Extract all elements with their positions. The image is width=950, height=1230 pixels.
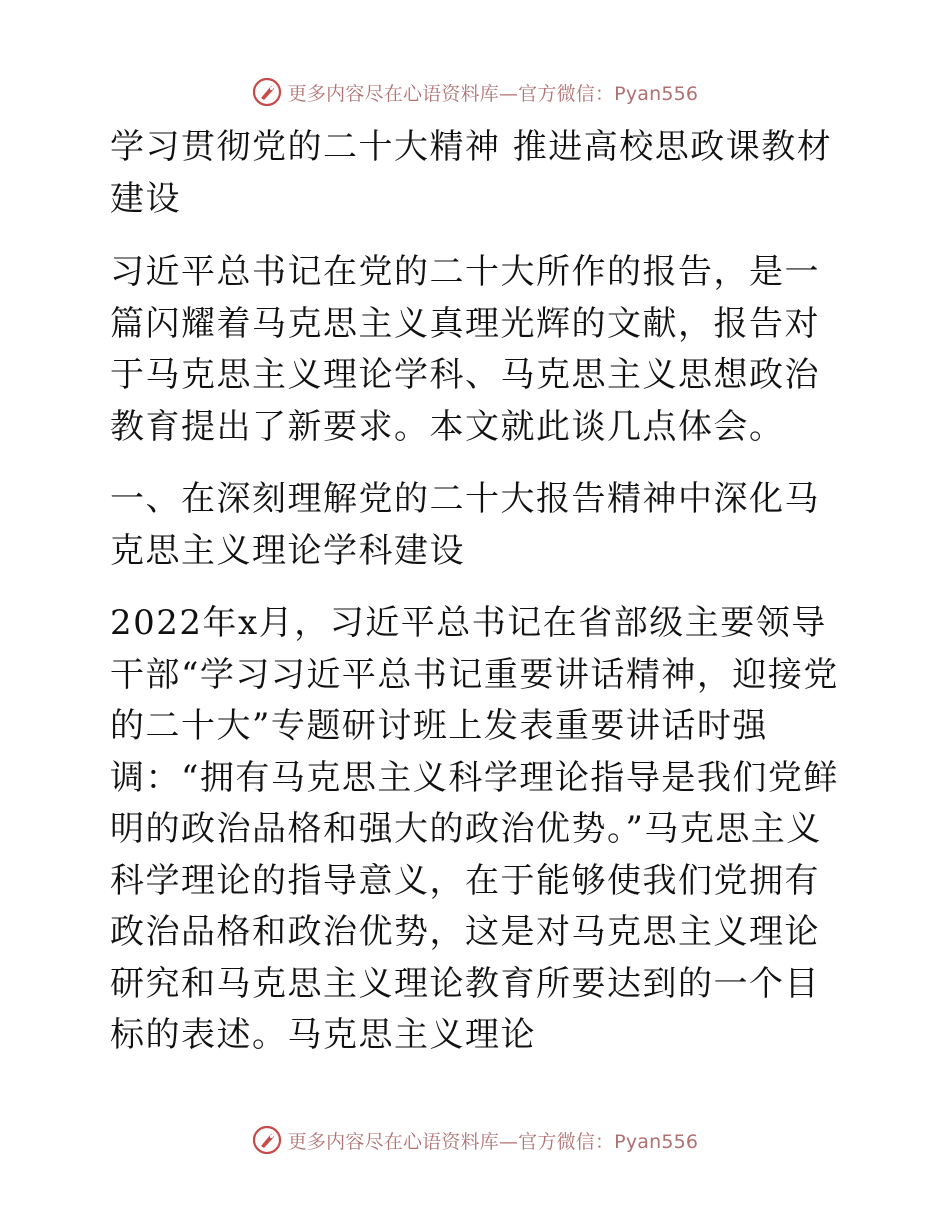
watermark-header (0, 72, 950, 112)
section-heading-1: 一、在深刻理解党的二十大报告精神中深化马克思主义理论学科建设 (110, 479, 820, 571)
document-title: 学习贯彻党的二十大精神 推进高校思政课教材建设 (110, 127, 833, 219)
watermark-text: 更多内容尽在心语资料库—官方微信：Pyan556 (287, 1130, 699, 1153)
pen-nib-circle-icon (252, 77, 282, 107)
watermark-footer (0, 1120, 950, 1160)
watermark-text: 更多内容尽在心语资料库—官方微信：Pyan556 (287, 82, 699, 105)
document-body (98, 122, 850, 1062)
pen-nib-circle-icon (252, 1125, 282, 1155)
section-1-paragraph: 2022年x月，习近平总书记在省部级主要领导干部“学习习近平总书记重要讲话精神，迎接党的二十大”专题研讨班上发表重要讲话时强调：“拥有马克思主义科学理论指导是我们党鲜明的政治品格和强大的政治优势。”马克思主义科学理论的指导意义，在于能够使我们党拥有政治品格和政治优势，这是对马克思主义理论研究和马克思主义理论教育所要达到的一个目标的表述。马克思主义理论 (110, 603, 839, 1055)
intro-paragraph: 习近平总书记在党的二十大所作的报告，是一篇闪耀着马克思主义真理光辉的文献，报告对于马克思主义理论学科、马克思主义思想政治教育提出了新要求。本文就此谈几点体会。 (110, 252, 820, 447)
